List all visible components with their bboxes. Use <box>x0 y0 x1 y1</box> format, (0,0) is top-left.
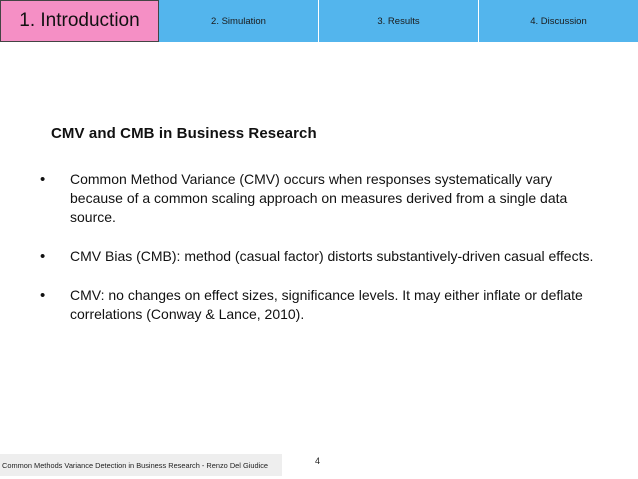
section-tab-bar <box>0 0 638 44</box>
page-number: 4 <box>315 456 321 466</box>
bullet-item <box>40 170 600 227</box>
tab-introduction[interactable]: 1. Introduction <box>0 0 159 42</box>
tab-results[interactable]: 3. Results <box>319 0 479 42</box>
bullet-icon: • <box>40 287 46 304</box>
tab-simulation[interactable]: 2. Simulation <box>159 0 319 42</box>
footer <box>0 454 282 476</box>
bullet-text: CMV: no changes on effect sizes, significance levels. It may either inflate or deflate correlations (Conway & Lance, 2010). <box>70 287 583 322</box>
bullet-text: CMV Bias (CMB): method (casual factor) distorts substantively-driven casual effects. <box>70 248 594 264</box>
bullet-text: Common Method Variance (CMV) occurs when responses systematically vary because of a common scaling approach on measures derived from a single data source. <box>70 171 568 225</box>
bullet-item <box>40 286 600 324</box>
bullet-icon: • <box>40 171 46 188</box>
slide-heading: CMV and CMB in Business Research <box>51 125 317 142</box>
tab-discussion[interactable]: 4. Discussion <box>479 0 638 42</box>
footer-title: Common Methods Variance Detection in Business Research - Renzo Del Giudice <box>2 460 269 470</box>
bullet-icon: • <box>40 248 46 265</box>
bullet-item <box>40 247 600 266</box>
bullet-list <box>40 170 600 344</box>
